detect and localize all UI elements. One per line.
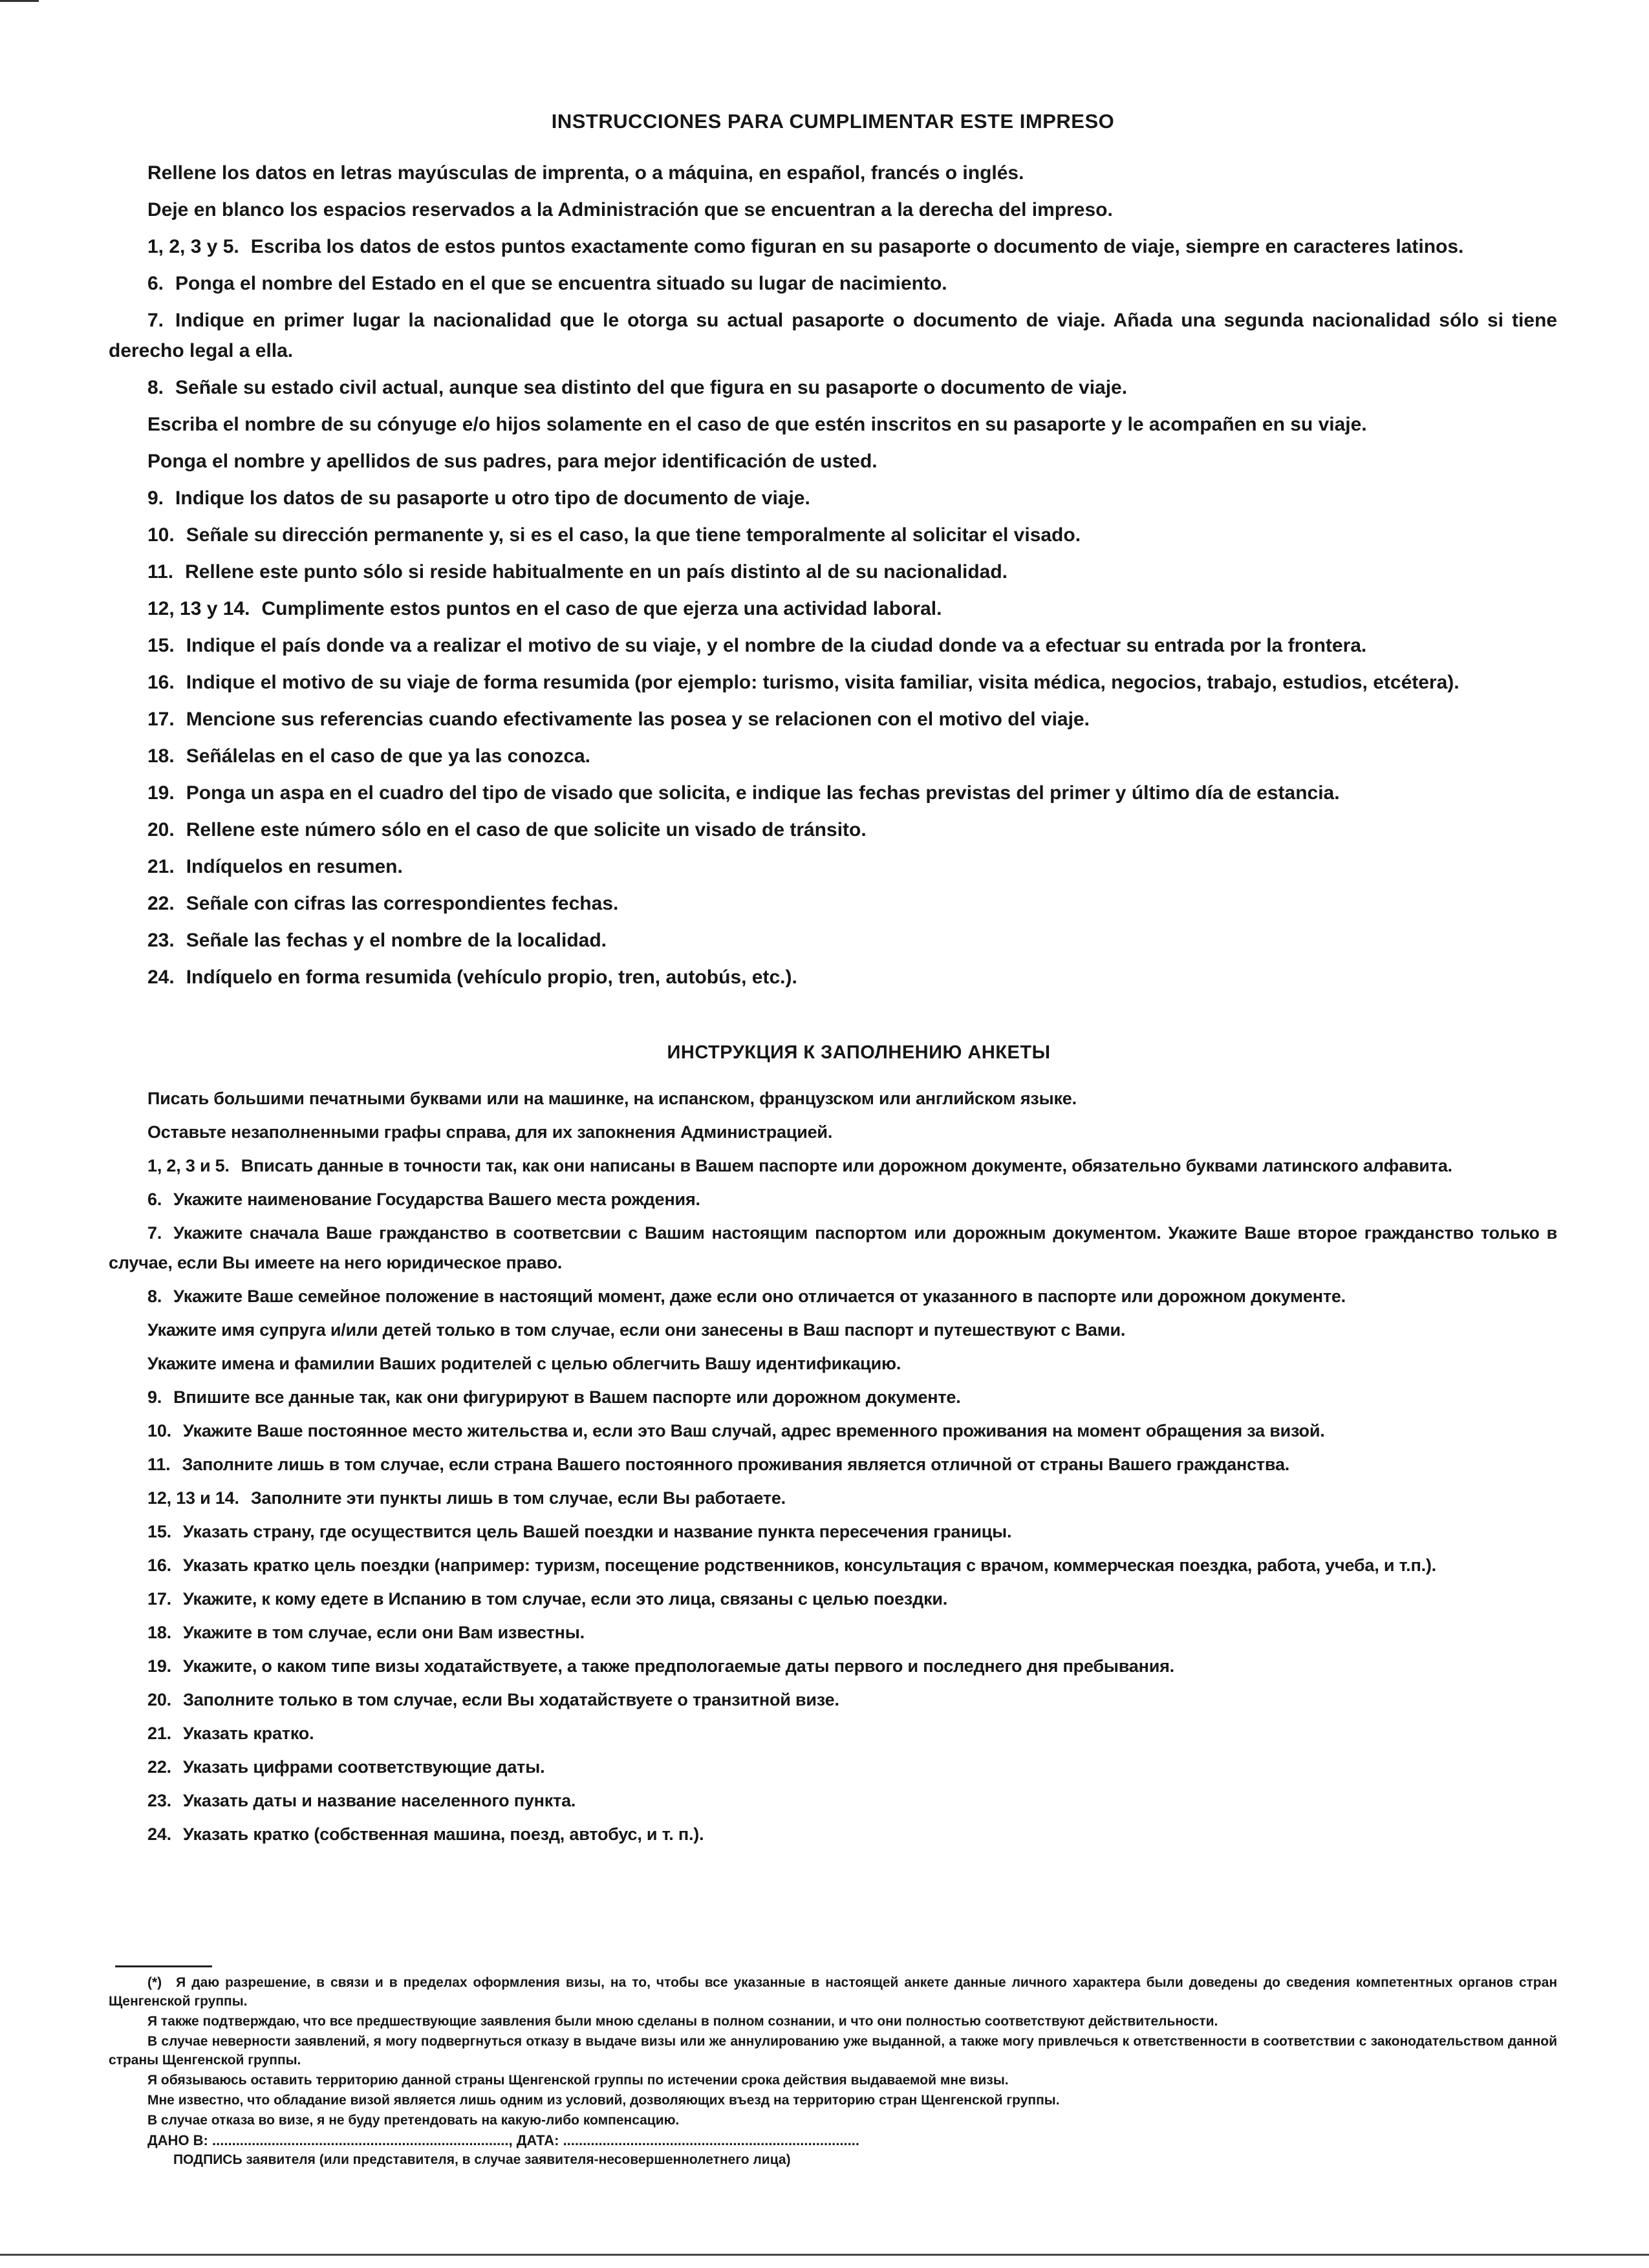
footnote-line xyxy=(109,2012,1557,2031)
spanish-item-text: Señálelas en el caso de que ya las conozca. xyxy=(186,745,591,767)
spanish-item-text: Indíquelos en resumen. xyxy=(186,856,403,877)
spanish-item-text: Señale las fechas y el nombre de la localidad. xyxy=(186,930,607,951)
spanish-paragraph xyxy=(109,231,1557,262)
spanish-paragraph xyxy=(109,557,1557,587)
spanish-item-text: Indique los datos de su pasaporte u otro tipo de documento de viaje. xyxy=(175,487,810,509)
russian-item-number: 17. xyxy=(147,1589,171,1609)
spanish-item-text: Cumplimente estos puntos en el caso de que ejerza una actividad laboral. xyxy=(261,598,942,619)
spanish-item-number: 22. xyxy=(147,893,175,914)
spanish-item-number: 21. xyxy=(147,856,175,877)
russian-paragraph xyxy=(109,1416,1557,1446)
russian-item-text: Оставьте незаполненными графы справа, для их запокнения Администрацией. xyxy=(147,1122,833,1142)
russian-paragraph xyxy=(109,1184,1557,1214)
spanish-item-number: 23. xyxy=(147,930,175,951)
russian-item-text: Укажите наименование Государства Вашего места рождения. xyxy=(173,1190,700,1209)
spanish-item-number: 16. xyxy=(147,672,175,693)
spanish-paragraph xyxy=(109,268,1557,299)
spanish-item-number: 19. xyxy=(147,782,175,804)
spanish-item-number: 10. xyxy=(147,524,175,546)
russian-item-number: 15. xyxy=(147,1522,171,1541)
spanish-paragraph xyxy=(109,888,1557,919)
spanish-item-number: 20. xyxy=(147,819,175,840)
spanish-item-number: 17. xyxy=(147,709,175,730)
footnote-text: Мне известно, что обладание визой является лишь одним из условий, дозволяющих въезд на территорию стран Щенгенской группы. xyxy=(147,2093,1060,2108)
spanish-paragraph xyxy=(109,778,1557,808)
spanish-item-number: 12, 13 y 14. xyxy=(147,598,250,619)
russian-paragraph xyxy=(109,1483,1557,1513)
date-field: ........................................................................... xyxy=(563,2132,859,2148)
russian-paragraph xyxy=(109,1685,1557,1715)
russian-item-text: Указать цифрами соответствующие даты. xyxy=(182,1757,545,1777)
russian-item-text: Указать кратко цель поездки (например: туризм, посещение родственников, консультация с врачом, коммерческая поездка, работа, учеба, и т.п.). xyxy=(182,1556,1436,1575)
spanish-item-number: 8. xyxy=(147,377,164,398)
russian-item-text: Указать кратко (собственная машина, поезд, автобус, и т. п.). xyxy=(182,1824,704,1844)
spanish-paragraph xyxy=(109,372,1557,403)
russian-item-number: 10. xyxy=(147,1421,171,1440)
russian-item-number: 19. xyxy=(147,1656,171,1676)
spanish-instructions xyxy=(109,109,1557,999)
spanish-paragraph xyxy=(109,195,1557,225)
russian-paragraph xyxy=(109,1786,1557,1815)
spanish-paragraph-list xyxy=(109,158,1557,992)
spanish-item-number: 15. xyxy=(147,635,175,656)
russian-item-text: Заполните лишь в том случае, если страна Вашего постоянного проживания является отличной от страны Вашего гражданства. xyxy=(182,1455,1290,1474)
signature-line xyxy=(147,2131,1557,2150)
spanish-item-number: 7. xyxy=(147,310,164,331)
russian-item-number: 18. xyxy=(147,1623,171,1642)
russian-item-number: 20. xyxy=(147,1690,171,1709)
russian-paragraph xyxy=(109,1218,1557,1278)
russian-instructions xyxy=(109,1040,1557,1853)
spanish-item-number: 24. xyxy=(147,967,175,988)
spanish-item-text: Rellene los datos en letras mayúsculas de imprenta, o a máquina, en español, francés o inglés. xyxy=(147,162,1024,184)
russian-item-text: Укажите имена и фамилии Ваших родителей с целью облегчить Вашу идентификацию. xyxy=(147,1354,901,1373)
russian-item-text: Укажите Ваше постоянное место жительства и, если это Ваш случай, адрес временного проживания на момент обращения за визой. xyxy=(182,1421,1325,1440)
russian-item-text: Заполните эти пункты лишь в том случае, если Вы работаете. xyxy=(250,1488,786,1508)
spanish-item-text: Ponga un aspa en el cuadro del tipo de visado que solicita, e indique las fechas previstas del primer y último día de estancia. xyxy=(186,782,1340,804)
footnotes xyxy=(109,1973,1557,2169)
russian-item-number: 21. xyxy=(147,1724,171,1743)
spanish-paragraph xyxy=(109,962,1557,992)
bottom-rule xyxy=(0,2254,1649,2256)
spanish-paragraph xyxy=(109,630,1557,661)
date-label: ДАТА: xyxy=(516,2132,559,2148)
spanish-paragraph xyxy=(109,483,1557,513)
spanish-paragraph xyxy=(109,305,1557,366)
russian-paragraph xyxy=(109,1584,1557,1614)
russian-paragraph xyxy=(109,1281,1557,1311)
russian-item-number: 6. xyxy=(147,1190,162,1209)
spanish-item-text: Indique en primer lugar la nacionalidad que le otorga su actual pasaporte o documento de viaje. Añada una segunda nacionalidad sólo si tiene derecho legal a ella. xyxy=(109,310,1557,361)
russian-title: ИНСТРУКЦИЯ К ЗАПОЛНЕНИЮ АНКЕТЫ xyxy=(667,1042,1051,1063)
spanish-item-text: Indique el país donde va a realizar el motivo de su viaje, y el nombre de la ciudad donde va a efectuar su entrada por la frontera. xyxy=(186,635,1367,656)
footnote-line xyxy=(109,2111,1557,2130)
spanish-paragraph xyxy=(109,925,1557,956)
russian-item-text: Укажите в том случае, если они Вам известны. xyxy=(182,1623,585,1642)
russian-paragraph xyxy=(109,1517,1557,1546)
russian-item-text: Заполните только в том случае, если Вы ходатайствуете о транзитной визе. xyxy=(182,1690,839,1709)
spanish-item-text: Rellene este número sólo en el caso de que solicite un visado de tránsito. xyxy=(186,819,867,840)
footnote-line xyxy=(109,2032,1557,2070)
russian-paragraph xyxy=(109,1151,1557,1181)
russian-item-text: Впишите все данные так, как они фигурируют в Вашем паспорте или дорожном документе. xyxy=(173,1387,961,1407)
russian-item-text: Писать большими печатными буквами или на машинке, на испанском, французском или английском языке. xyxy=(147,1089,1077,1108)
russian-paragraph xyxy=(109,1349,1557,1378)
footnote-divider xyxy=(115,1965,212,1967)
russian-item-text: Вписать данные в точности так, как они написаны в Вашем паспорте или дорожном документе, обязательно буквами латинского алфавита. xyxy=(241,1156,1452,1175)
russian-item-text: Указать даты и название населенного пункта. xyxy=(182,1791,576,1810)
russian-item-number: 23. xyxy=(147,1791,171,1810)
footnote-line xyxy=(109,2071,1557,2090)
spanish-item-text: Mencione sus referencias cuando efectivamente las posea y se relacionen con el motivo del viaje. xyxy=(186,709,1090,730)
footnote-line xyxy=(109,1973,1557,2011)
russian-paragraph xyxy=(109,1084,1557,1113)
russian-item-number: 11. xyxy=(147,1455,171,1474)
russian-paragraph xyxy=(109,1651,1557,1681)
spanish-paragraph xyxy=(109,851,1557,882)
russian-item-number: 1, 2, 3 и 5. xyxy=(147,1156,230,1175)
given-at-label: ДАНО В: xyxy=(147,2132,208,2148)
russian-paragraph xyxy=(109,1752,1557,1782)
russian-paragraph xyxy=(109,1382,1557,1412)
russian-item-number: 24. xyxy=(147,1824,171,1844)
russian-item-number: 22. xyxy=(147,1757,171,1777)
spanish-paragraph xyxy=(109,158,1557,188)
russian-item-text: Укажите, к кому едете в Испанию в том случае, если это лица, связаны с целью поездки. xyxy=(182,1589,948,1609)
spanish-item-text: Escriba los datos de estos puntos exactamente como figuran en su pasaporte o documento de viaje, siempre en caracteres latinos. xyxy=(250,236,1464,257)
russian-paragraph xyxy=(109,1550,1557,1580)
spanish-item-text: Señale con cifras las correspondientes fechas. xyxy=(186,893,619,914)
spanish-item-text: Indíquelo en forma resumida (vehículo propio, tren, autobús, etc.). xyxy=(186,967,797,988)
spanish-paragraph xyxy=(109,520,1557,550)
spanish-paragraph xyxy=(109,741,1557,771)
russian-paragraph xyxy=(109,1450,1557,1479)
footnote-text: Я также подтверждаю, что все предшествующие заявления были мною сделаны в полном сознании, и что они полностью соответствуют действительности. xyxy=(147,2014,1218,2029)
spanish-item-text: Ponga el nombre y apellidos de sus padres, para mejor identificación de usted. xyxy=(147,451,878,472)
russian-item-number: 7. xyxy=(147,1223,162,1243)
corner-mark xyxy=(0,0,39,11)
spanish-paragraph xyxy=(109,446,1557,476)
russian-paragraph xyxy=(109,1315,1557,1345)
signature-caption: ПОДПИСЬ заявителя (или представителя, в случае заявителя-несовершеннолетнего лица) xyxy=(173,2152,791,2167)
spanish-item-text: Escriba el nombre de su cónyuge e/o hijos solamente en el caso de que estén inscritos en su pasaporte y le acompañen en su viaje. xyxy=(147,414,1367,435)
russian-paragraph-list xyxy=(109,1084,1557,1849)
russian-item-text: Укажите Ваше семейное положение в настоящий момент, даже если оно отличается от указанного в паспорте или дорожном документе. xyxy=(173,1287,1346,1306)
russian-paragraph xyxy=(109,1819,1557,1849)
date-separator: , xyxy=(508,2132,517,2148)
footnote-text: В случае отказа во визе, я не буду претендовать на какую-либо компенсацию. xyxy=(147,2113,680,2128)
given-at-field: ........................................................................... xyxy=(212,2132,509,2148)
spanish-item-text: Rellene este punto sólo si reside habitualmente en un país distinto al de su nacionalidad. xyxy=(185,561,1008,583)
spanish-item-text: Indique el motivo de su viaje de forma resumida (por ejemplo: turismo, visita familiar, visita médica, negocios, trabajo, estudios, etcétera). xyxy=(186,672,1460,693)
russian-item-number: 8. xyxy=(147,1287,162,1306)
footnote-line xyxy=(109,2091,1557,2110)
footnote-text: В случае неверности заявлений, я могу подвергнуться отказу в выдаче визы или же аннулированию уже выданной, а также могу привлечься к ответственности в соответствии с законодательством данной страны Щенгенской группы. xyxy=(109,2034,1557,2068)
spanish-item-number: 18. xyxy=(147,745,175,767)
spanish-paragraph xyxy=(109,409,1557,440)
footnote-text: Я обязываюсь оставить территорию данной страны Щенгенской группы по истечении срока действия выдаваемой мне визы. xyxy=(147,2073,1009,2088)
footnote-list xyxy=(109,1973,1557,2130)
spanish-paragraph xyxy=(109,667,1557,698)
spanish-item-number: 11. xyxy=(147,561,174,583)
russian-item-text: Указать кратко. xyxy=(182,1724,314,1743)
russian-item-number: 16. xyxy=(147,1556,171,1575)
footnote-mark: (*) xyxy=(147,1975,162,1990)
spanish-item-text: Señale su dirección permanente y, si es el caso, la que tiene temporalmente al solicitar el visado. xyxy=(186,524,1081,546)
spanish-title: INSTRUCCIONES PARA CUMPLIMENTAR ESTE IMPRESO xyxy=(551,110,1115,133)
russian-item-number: 9. xyxy=(147,1387,162,1407)
spanish-paragraph xyxy=(109,594,1557,624)
spanish-paragraph xyxy=(109,815,1557,845)
spanish-item-text: Ponga el nombre del Estado en el que se encuentra situado su lugar de nacimiento. xyxy=(175,273,947,294)
russian-paragraph xyxy=(109,1718,1557,1748)
russian-paragraph xyxy=(109,1618,1557,1647)
footnote-text: Я даю разрешение, в связи и в пределах оформления визы, на то, чтобы все указанные в настоящей анкете данные личного характера были доведены до сведения компетентных органов стран Щенгенской группы. xyxy=(109,1975,1557,2009)
spanish-item-text: Señale su estado civil actual, aunque sea distinto del que figura en su pasaporte o documento de viaje. xyxy=(175,377,1128,398)
spanish-item-text: Deje en blanco los espacios reservados a la Administración que se encuentran a la derecha del impreso. xyxy=(147,199,1113,220)
spanish-item-number: 6. xyxy=(147,273,164,294)
russian-item-text: Укажите сначала Ваше гражданство в соответсвии с Вашим настоящим паспортом или дорожным документом. Укажите Ваше второе гражданство только в случае, если Вы имеете на него юридическое право. xyxy=(109,1223,1557,1272)
russian-item-text: Укажите, о каком типе визы ходатайствуете, а также предпологаемые даты первого и последнего дня пребывания. xyxy=(182,1656,1174,1676)
russian-item-number: 12, 13 и 14. xyxy=(147,1488,239,1508)
spanish-item-number: 1, 2, 3 y 5. xyxy=(147,236,239,257)
spanish-item-number: 9. xyxy=(147,487,164,509)
russian-item-text: Укажите имя супруга и/или детей только в том случае, если они занесены в Ваш паспорт и путешествуют с Вами. xyxy=(147,1320,1126,1340)
russian-item-text: Указать страну, где осуществится цель Вашей поездки и название пункта пересечения границы. xyxy=(182,1522,1012,1541)
russian-paragraph xyxy=(109,1117,1557,1147)
spanish-paragraph xyxy=(109,704,1557,734)
